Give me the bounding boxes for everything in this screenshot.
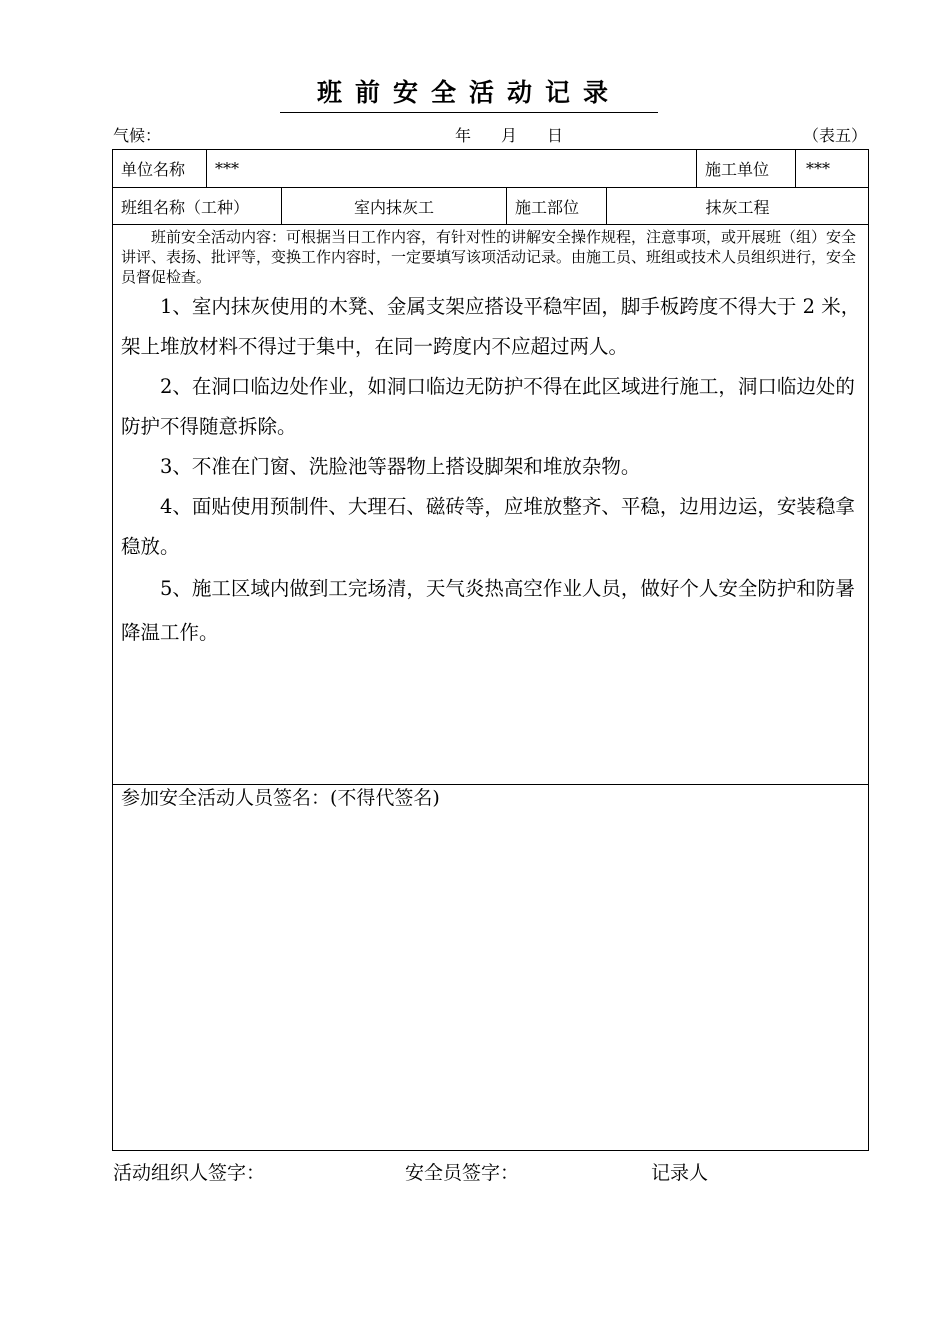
signature-row: [113, 785, 869, 1151]
team-name-label: 班组名称（工种）: [113, 188, 282, 225]
content-intro: 班前安全活动内容：可根据当日工作内容，有针对性的讲解安全操作规程，注意事项，或开展班（组）安全讲评、表扬、批评等，变换工作内容时，一定要填写该项活动记录。由施工员、班组或技术人员组织进行，安全员督促检查。: [121, 228, 857, 286]
activity-record-table: [112, 149, 869, 1151]
safety-item: 2、在洞口临边处作业，如洞口临边无防护不得在此区域进行施工，洞口临边处的防护不得随意拆除。: [121, 375, 855, 438]
safety-item: 4、面贴使用预制件、大理石、磁砖等，应堆放整齐、平稳，边用边运，安装稳拿稳放。: [121, 495, 855, 558]
construction-unit-cell: [697, 150, 869, 188]
date-day: 日: [547, 126, 564, 145]
construction-part-value[interactable]: 抹灰工程: [607, 188, 869, 225]
participant-signature-cell[interactable]: [113, 785, 869, 1151]
date-year: 年: [455, 126, 472, 145]
team-row: [113, 188, 869, 225]
activity-content-cell: [113, 225, 869, 785]
construction-part-label: 施工部位: [507, 188, 607, 225]
unit-name-value[interactable]: ***: [207, 150, 697, 188]
content-row: [113, 225, 869, 785]
form-number: （表五）: [802, 126, 867, 145]
team-name-value[interactable]: 室内抹灰工: [282, 188, 507, 225]
organizer-signature-label: 活动组织人签字：: [113, 1162, 266, 1184]
safety-officer-signature-label: 安全员签字：: [405, 1162, 520, 1184]
safety-item: 3、不准在门窗、洗脸池等器物上搭设脚架和堆放杂物。: [160, 455, 641, 478]
recorder-label: 记录人: [651, 1162, 709, 1184]
safety-item: 5、施工区域内做到工完场清，天气炎热高空作业人员，做好个人安全防护和防暑降温工作。: [121, 577, 855, 644]
signature-label: 参加安全活动人员签名：(不得代签名): [121, 787, 440, 809]
unit-name-label: 单位名称: [113, 150, 207, 188]
document-title: 班前安全活动记录: [316, 78, 621, 107]
unit-row: [113, 150, 869, 188]
title-underline: [280, 112, 658, 113]
construction-unit-value[interactable]: ***: [806, 159, 830, 178]
construction-unit-label: 施工单位: [697, 150, 796, 187]
safety-items: [121, 287, 862, 655]
date-line: [455, 126, 563, 146]
date-month: 月: [501, 126, 518, 145]
weather-label: 气候：: [113, 126, 162, 145]
safety-item: 1、室内抹灰使用的木凳、金属支架应搭设平稳牢固，脚手板跨度不得大于 2 米，架上堆放材料不得过于集中，在同一跨度内不应超过两人。: [121, 295, 861, 358]
